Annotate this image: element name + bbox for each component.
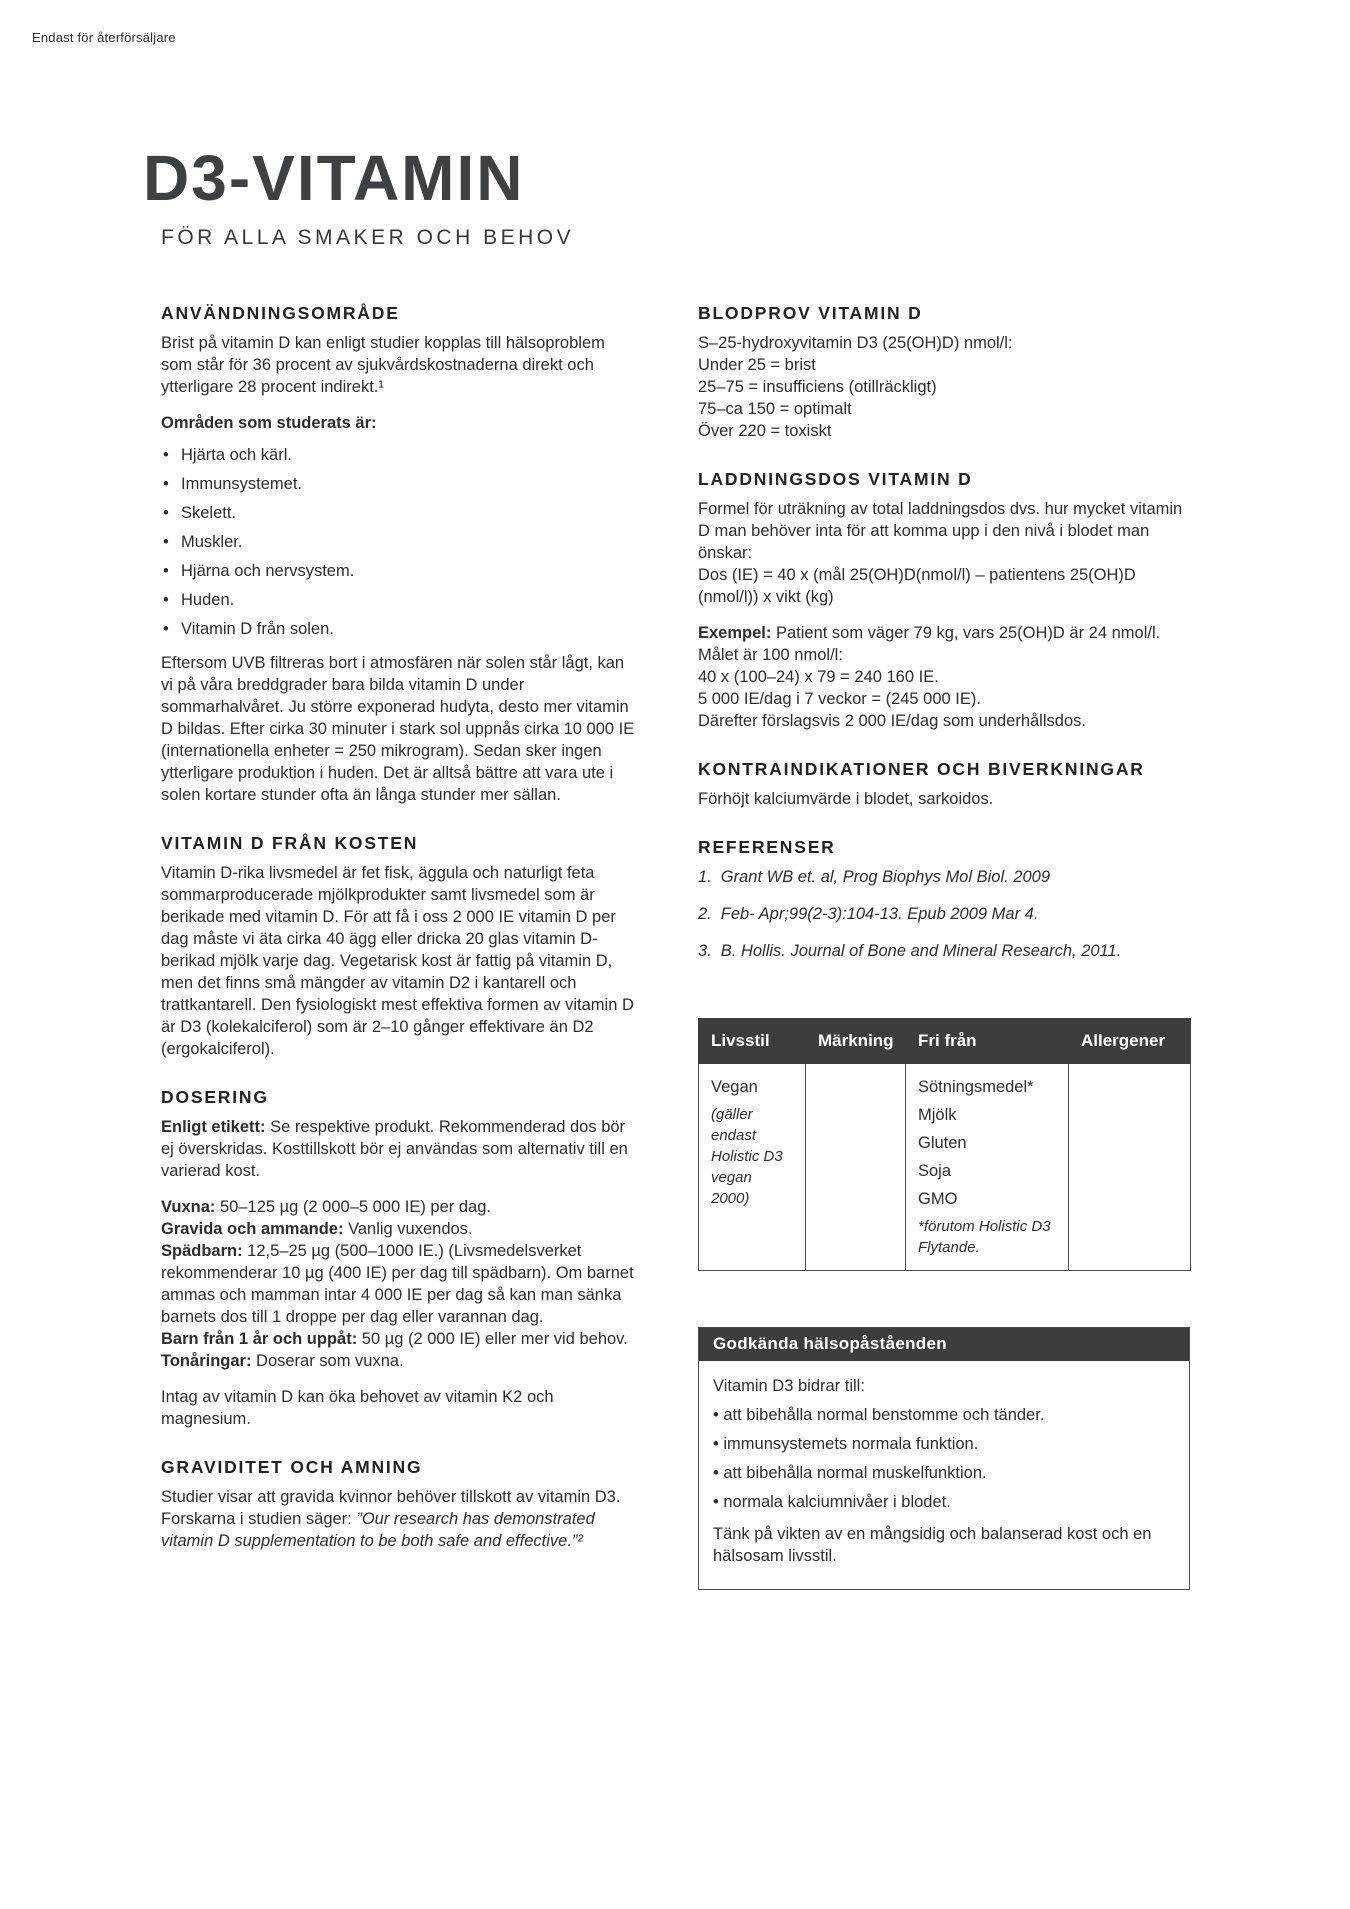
reference-text: Grant WB et. al, Prog Biophys Mol Biol. 2009 [720,868,1051,886]
paragraph [161,1116,639,1182]
example-line: 40 x (100–24) x 79 = 240 160 IE. [698,668,939,686]
table-header-row [699,1019,1191,1064]
dose-entry [161,1218,639,1240]
retailer-note: Endast för återförsäljare [32,30,176,45]
section-graviditet [161,1456,639,1552]
dose-entry [161,1240,639,1328]
list-title: Områden som studerats är: [161,414,377,432]
paragraph: Brist på vitamin D kan enligt studier kopplas till hälsoproblem som står för 36 procent av sjukvårdskostnaderna direkt och ytterligare 28 procent indirekt.¹ [161,334,605,396]
dose-list [161,1196,639,1372]
right-column [698,302,1190,1590]
inline-label: Enligt etikett: [161,1118,266,1136]
section-kosten [161,832,639,1060]
list-item: • Immunsystemet. [161,473,639,495]
column-header-fri-fran: Fri från [906,1019,1069,1064]
list-item: • Muskler. [161,531,639,553]
section-kontraindikationer [698,758,1190,810]
list-item: • Huden. [161,589,639,611]
formula: Dos (IE) = 40 x (mål 25(OH)D(nmol/l) – patientens 25(OH)D (nmol/l)) x vikt (kg) [698,566,1136,606]
inline-label: Exempel: [698,624,772,642]
section-dosering [161,1086,639,1430]
cell-main-value: Vegan [711,1078,758,1096]
dose-label: Gravida och ammande: [161,1220,344,1238]
section-blodprov [698,302,1190,442]
dose-text: Doserar som vuxna. [251,1352,404,1370]
example-lead [698,622,1190,666]
inline-text: Patient som väger 79 kg, vars 25(OH)D är 24 nmol/l. Målet är 100 nmol/l: [698,624,1161,664]
section-heading: GRAVIDITET OCH AMNING [161,1457,423,1477]
health-claims-intro: Vitamin D3 bidrar till: [713,1377,865,1395]
health-claim-item: • att bibehålla normal muskelfunktion. [713,1462,1175,1484]
value-line: Under 25 = brist [698,356,816,374]
studied-areas-list [161,444,639,640]
paragraph: Intag av vitamin D kan öka behovet av vitamin K2 och magnesium. [161,1388,554,1428]
left-column [161,302,639,1590]
paragraph: Vitamin D-rika livsmedel är fet fisk, äggula och naturligt feta sommarproducerade mjölkprodukter samt livsmedel som är berikade med vitamin D. För att få i oss 2 000 IE vitamin D per dag måste vi äta cirka 40 ägg eller dricka 20 glas vitamin D-berikad mjölk varje dag. Vegetarisk kost är fattig på vitamin D, men det finns små mängder av vitamin D2 i kantarell och trattkantarell. Den fysiologiskt mest effektiva formen av vitamin D är D3 (kolekalciferol) som är 2–10 gånger effektivare än D2 (ergokalciferol). [161,864,634,1058]
dose-text: Vanlig vuxendos. [343,1220,473,1238]
section-heading: ANVÄNDNINGSOMRÅDE [161,303,400,323]
reference-text: Feb- Apr;99(2-3):104-13. Epub 2009 Mar 4. [720,905,1039,923]
paragraph [161,1486,639,1552]
section-heading: REFERENSER [698,837,836,857]
free-from-item: GMO [918,1190,958,1208]
section-heading: LADDNINGSDOS VITAMIN D [698,469,973,489]
example-line: 5 000 IE/dag i 7 veckor = (245 000 IE). [698,690,981,708]
value-line: S–25-hydroxyvitamin D3 (25(OH)D) nmol/l: [698,334,1013,352]
table-row [699,1064,1191,1271]
reference-number: 3. [698,942,712,960]
dose-entry [161,1350,639,1372]
free-from-item: Sötningsmedel* [918,1078,1034,1096]
quote-text: ”Our research has demonstrated vitamin D supplementation to be both safe and effective.”² [161,1510,595,1550]
health-claims-outro: Tänk på vikten av en mångsidig och balanserad kost och en hälsosam livsstil. [713,1525,1152,1565]
dose-entry [161,1196,639,1218]
health-claims-box [698,1327,1190,1590]
health-claim-item: • normala kalciumnivåer i blodet. [713,1491,1175,1513]
free-from-item: Gluten [918,1134,967,1152]
section-heading: KONTRAINDIKATIONER OCH BIVERKNINGAR [698,759,1145,779]
reference-number: 1. [698,868,712,886]
reference [698,866,1190,888]
list-item: • Hjärna och nervsystem. [161,560,639,582]
page-subtitle: FÖR ALLA SMAKER OCH BEHOV [161,226,575,249]
dose-text: 50 µg (2 000 IE) eller mer vid behov. [357,1330,628,1348]
reference [698,903,1190,925]
reference-text: B. Hollis. Journal of Bone and Mineral Research, 2011. [720,942,1122,960]
example-block [698,622,1190,732]
reference-list [698,866,1190,962]
list-item: • Skelett. [161,502,639,524]
paragraph: Förhöjt kalciumvärde i blodet, sarkoidos. [698,790,994,808]
dose-label: Vuxna: [161,1198,216,1216]
reference [698,940,1190,962]
section-heading: VITAMIN D FRÅN KOSTEN [161,833,419,853]
health-claim-item: • immunsystemets normala funktion. [713,1433,1175,1455]
cell-fri-fran [906,1064,1069,1271]
value-line: 25–75 = insufficiens (otillräckligt) [698,378,937,396]
reference-number: 2. [698,905,712,923]
cell-note: *förutom Holistic D3 Flytande. [918,1218,1051,1256]
health-claims-body [699,1361,1189,1589]
two-column-layout [161,302,1191,1590]
inline-text: Se respektive produkt. Rekommenderad dos bör ej överskridas. Kosttillskott bör ej användas som alternativ till en varierad kost. [161,1118,628,1180]
list-item: • Hjärta och kärl. [161,444,639,466]
column-header-markning: Märkning [806,1019,906,1064]
cell-markning [806,1064,906,1271]
value-line: 75–ca 150 = optimalt [698,400,852,418]
formula-intro: Formel för uträkning av total laddningsdos dvs. hur mycket vitamin D man behöver inta för att komma upp i den nivå i blodet man önskar: [698,500,1183,562]
example-line: Därefter förslagsvis 2 000 IE/dag som underhållsdos. [698,712,1086,730]
blood-test-values [698,332,1190,442]
dose-text: 50–125 µg (2 000–5 000 IE) per dag. [215,1198,491,1216]
page-content [143,142,1191,1590]
free-from-item: Mjölk [918,1106,957,1124]
section-referenser [698,836,1190,962]
value-line: Över 220 = toxiskt [698,422,832,440]
dose-label: Barn från 1 år och uppåt: [161,1330,358,1348]
list-item: • Vitamin D från solen. [161,618,639,640]
cell-note: (gäller endast Holistic D3 vegan 2000) [711,1106,783,1207]
paragraph: Eftersom UVB filtreras bort i atmosfären när solen står lågt, kan vi på våra breddgrader bara bilda vitamin D under sommarhalvåret. Ju större exponerad hudyta, desto mer vitamin D bildas. Efter cirka 30 minuter i stark sol uppnås cirka 10 000 IE (internationella enheter = 250 mikrogram). Sedan sker ingen ytterligare produktion i huden. Det är alltså bättre att vara ute i solen kortare stunder ofta än långa stunder mer sällan. [161,654,635,804]
cell-allergener [1069,1064,1191,1271]
section-anvandningsomrade [161,302,639,806]
dose-entry [161,1328,639,1350]
column-header-livsstil: Livsstil [699,1019,806,1064]
health-claims-header: Godkända hälsopåståenden [699,1328,1189,1361]
inline-text: Studier visar att gravida kvinnor behöver tillskott av vitamin D3. Forskarna i studien säger: [161,1488,621,1528]
section-heading: DOSERING [161,1087,269,1107]
free-from-item: Soja [918,1162,952,1180]
section-heading: BLODPROV VITAMIN D [698,303,923,323]
health-claim-item: • att bibehålla normal benstomme och tänder. [713,1404,1175,1426]
dose-label: Tonåringar: [161,1352,252,1370]
page-title: D3-VITAMIN [143,142,525,214]
column-header-allergener: Allergener [1069,1019,1191,1064]
section-laddningsdos [698,468,1190,732]
dose-text: 12,5–25 µg (500–1000 IE.) (Livsmedelsverket rekommenderar 10 µg (400 IE) per dag till spädbarn). Om barnet ammas och mamman intar 4 000 IE per dag så kan man sänka barnets dos till 1 droppe per dag eller varannan dag. [161,1242,634,1326]
product-attributes-table [698,1018,1191,1271]
cell-livsstil [699,1064,806,1271]
dose-label: Spädbarn: [161,1242,243,1260]
formula-block [698,498,1190,608]
